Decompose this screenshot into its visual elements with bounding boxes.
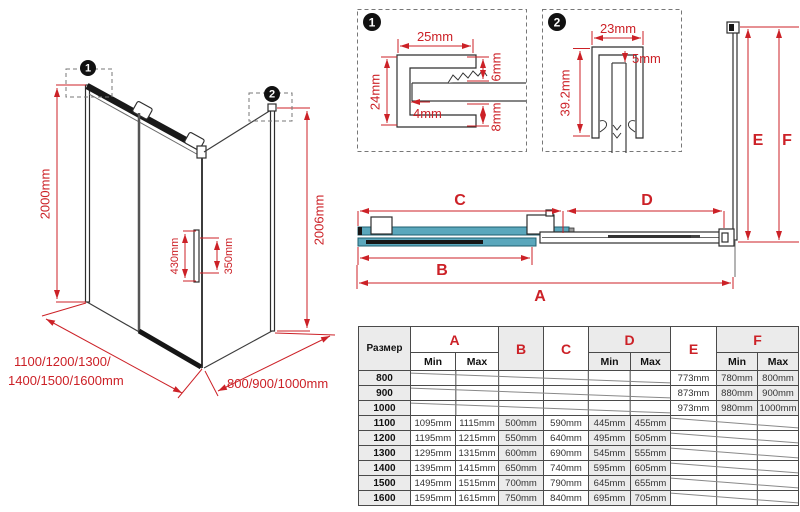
a-max-header: Max	[456, 353, 499, 371]
bottom-rail-insert	[366, 240, 483, 244]
d-max-cell: 605mm	[631, 461, 671, 476]
f-max-cell: 800mm	[758, 371, 799, 386]
table-row	[359, 461, 799, 476]
c-cell: 640mm	[544, 431, 589, 446]
column-header-c: C	[544, 327, 589, 371]
a-max-cell: 1315mm	[456, 446, 499, 461]
d-min-cell: 645mm	[589, 476, 631, 491]
c-cell: 840mm	[544, 491, 589, 506]
callout-2-number: 2	[268, 88, 276, 101]
table-row	[359, 491, 799, 506]
detail-2-width-label: 23mm	[599, 21, 637, 36]
d-min-cell: 595mm	[589, 461, 631, 476]
table-row	[359, 476, 799, 491]
dim-c-label: C	[454, 192, 466, 209]
a-min-cell: 1195mm	[411, 431, 456, 446]
not-applicable-cells	[411, 386, 671, 401]
a-min-cell: 1095mm	[411, 416, 456, 431]
f-min-cell: 880mm	[717, 386, 758, 401]
b-cell: 700mm	[499, 476, 544, 491]
detail-2-number: 2	[553, 15, 561, 30]
a-max-cell: 1615mm	[456, 491, 499, 506]
d-min-cell: 545mm	[589, 446, 631, 461]
not-applicable-cells	[671, 416, 799, 431]
f-max-cell: 1000mm	[758, 401, 799, 416]
dim-a-label: A	[534, 288, 546, 305]
d-max-cell: 655mm	[631, 476, 671, 491]
plan-drawing	[358, 22, 739, 277]
door-height-label: 2000mm	[37, 168, 53, 220]
door-handle	[194, 230, 199, 282]
handle-length-label: 430mm	[168, 237, 181, 275]
column-header-f: F	[717, 327, 799, 353]
table-row	[359, 386, 799, 401]
size-table	[358, 326, 799, 506]
handle-spacing-label: 350mm	[222, 237, 235, 275]
d-max-cell: 705mm	[631, 491, 671, 506]
detail-1-top-gap-label: 6mm	[488, 52, 504, 82]
detail-1-width-label: 25mm	[416, 29, 454, 44]
detail-1-height-label: 24mm	[367, 73, 383, 111]
size-cell: 1400	[359, 461, 411, 476]
not-applicable-cells	[671, 446, 799, 461]
table-row	[359, 401, 799, 416]
a-max-cell: 1415mm	[456, 461, 499, 476]
side-panel-widths-label: 800/900/1000mm	[227, 376, 329, 391]
not-applicable-cells	[671, 461, 799, 476]
roller-block-right	[527, 215, 554, 234]
door-bottom-rail	[139, 331, 201, 367]
d-min-header: Min	[589, 353, 631, 371]
a-min-cell: 1395mm	[411, 461, 456, 476]
side-panel-top-edge	[204, 110, 271, 152]
fixed-panel-marks	[691, 235, 700, 238]
a-min-cell: 1595mm	[411, 491, 456, 506]
b-cell: 500mm	[499, 416, 544, 431]
size-cell: 1600	[359, 491, 411, 506]
not-applicable-cells	[411, 371, 671, 386]
detail-1-number: 1	[368, 15, 376, 30]
not-applicable-cells	[671, 491, 799, 506]
dim-f-label: F	[782, 132, 792, 149]
f-min-header: Min	[717, 353, 758, 371]
side-panel-plan	[733, 30, 737, 240]
d-min-cell: 495mm	[589, 431, 631, 446]
size-cell: 1100	[359, 416, 411, 431]
plan-view	[350, 15, 800, 320]
a-max-cell: 1515mm	[456, 476, 499, 491]
f-max-cell: 900mm	[758, 386, 799, 401]
dim-b-label: B	[436, 262, 448, 279]
enclosure-drawing	[86, 85, 277, 368]
roller-block-left	[371, 217, 392, 234]
a-min-cell: 1295mm	[411, 446, 456, 461]
detail-2-inset-label: 5mm	[632, 51, 661, 66]
b-cell: 650mm	[499, 461, 544, 476]
d-min-cell: 695mm	[589, 491, 631, 506]
e-cell: 973mm	[671, 401, 717, 416]
b-cell: 750mm	[499, 491, 544, 506]
detail-1-thickness-label: 4mm	[413, 106, 442, 121]
table-row	[359, 416, 799, 431]
a-min-header: Min	[411, 353, 456, 371]
wall-profile-inner	[722, 233, 728, 242]
b-cell: 600mm	[499, 446, 544, 461]
side-panel-wall-cap-fill	[729, 24, 734, 31]
f-min-cell: 980mm	[717, 401, 758, 416]
c-cell: 690mm	[544, 446, 589, 461]
a-min-cell: 1495mm	[411, 476, 456, 491]
column-header-e: E	[671, 327, 717, 371]
a-max-cell: 1115mm	[456, 416, 499, 431]
size-cell: 900	[359, 386, 411, 401]
column-header-a: A	[411, 327, 499, 353]
e-cell: 873mm	[671, 386, 717, 401]
e-cell: 773mm	[671, 371, 717, 386]
door-left-cap	[358, 227, 362, 235]
door-glass-top-edge	[89, 94, 202, 157]
size-cell: 1000	[359, 401, 411, 416]
size-cell: 800	[359, 371, 411, 386]
c-cell: 740mm	[544, 461, 589, 476]
size-cell: 1200	[359, 431, 411, 446]
d-max-cell: 555mm	[631, 446, 671, 461]
column-header-d: D	[589, 327, 671, 353]
b-cell: 550mm	[499, 431, 544, 446]
size-cell: 1500	[359, 476, 411, 491]
d-max-header: Max	[631, 353, 671, 371]
door-widths-line1: 1100/1200/1300/	[14, 354, 111, 369]
side-panel-bottom-edge	[204, 331, 272, 368]
not-applicable-cells	[671, 431, 799, 446]
a-max-cell: 1215mm	[456, 431, 499, 446]
d-min-cell: 445mm	[589, 416, 631, 431]
dim-e-label: E	[752, 132, 764, 149]
c-cell: 790mm	[544, 476, 589, 491]
f-min-cell: 780mm	[717, 371, 758, 386]
table-row	[359, 431, 799, 446]
side-panel-wall-profile	[271, 107, 275, 331]
d-max-cell: 505mm	[631, 431, 671, 446]
side-panel-top-cap	[268, 104, 276, 111]
detail-2-height-label: 39.2mm	[557, 69, 573, 117]
size-cell: 1300	[359, 446, 411, 461]
c-cell: 590mm	[544, 416, 589, 431]
d-max-cell: 455mm	[631, 416, 671, 431]
column-header-b: B	[499, 327, 544, 371]
not-applicable-cells	[411, 401, 671, 416]
size-column-header: Размер	[359, 327, 411, 371]
not-applicable-cells	[671, 476, 799, 491]
table-row	[359, 446, 799, 461]
fixed-panel-gasket	[608, 235, 700, 238]
side-panel-height-label: 2006mm	[311, 194, 327, 246]
table-row	[359, 371, 799, 386]
left-wall-profile	[86, 85, 90, 302]
isometric-view	[0, 0, 355, 512]
dim-d-label: D	[641, 192, 653, 209]
door-widths-line2: 1400/1500/1600mm	[8, 373, 124, 388]
detail-1-bottom-gap-label: 8mm	[488, 102, 504, 132]
f-max-header: Max	[758, 353, 799, 371]
callout-1-number: 1	[84, 62, 92, 75]
